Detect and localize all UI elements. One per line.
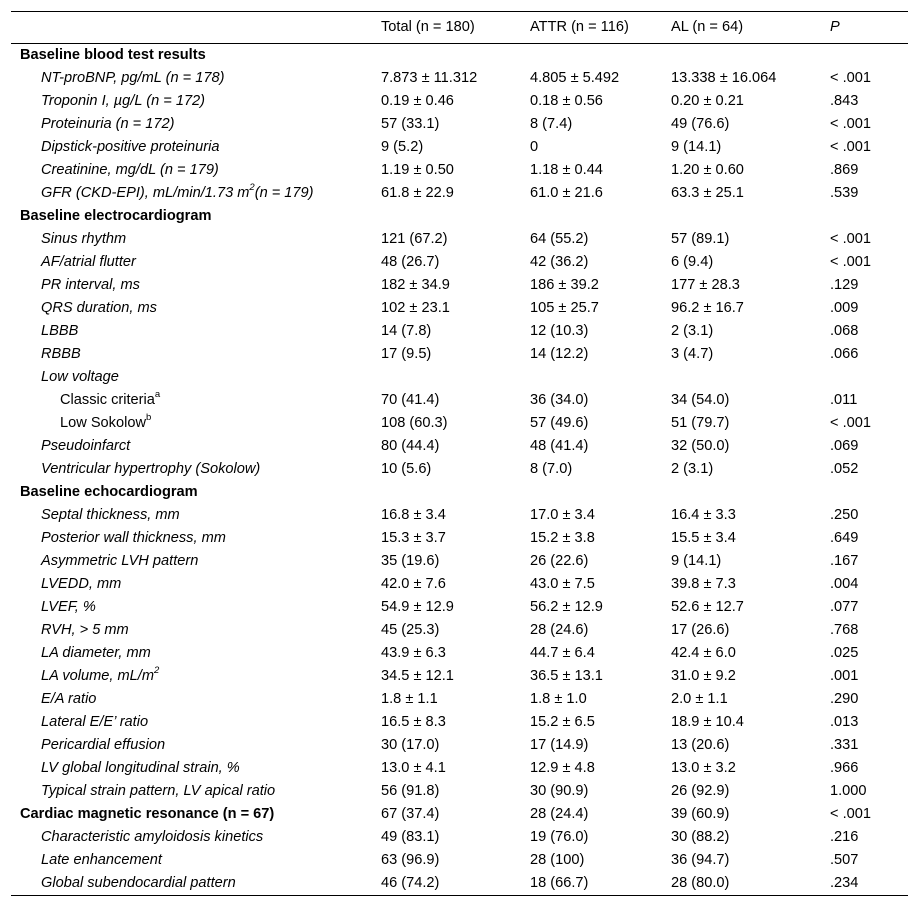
al-cell: 26 (92.9) bbox=[671, 783, 730, 799]
row-label-text: Posterior wall thickness, mm bbox=[41, 530, 226, 546]
table-row bbox=[11, 458, 908, 481]
section-row bbox=[11, 481, 908, 504]
table-row bbox=[11, 688, 908, 711]
row-label-text: Proteinuria (n = 172) bbox=[41, 116, 175, 132]
row-label bbox=[41, 182, 314, 205]
row-label bbox=[41, 113, 174, 136]
row-label bbox=[41, 458, 260, 481]
attr-cell: 28 (24.6) bbox=[530, 622, 589, 638]
total-cell: 1.19 ± 0.50 bbox=[381, 162, 454, 178]
p-cell: < .001 bbox=[830, 806, 871, 822]
p-cell: < .001 bbox=[830, 231, 871, 247]
al-cell: 13.338 ± 16.064 bbox=[671, 70, 777, 86]
footnote-marker: a bbox=[154, 389, 161, 401]
al-cell: 39 (60.9) bbox=[671, 806, 730, 822]
al-cell: 16.4 ± 3.3 bbox=[671, 507, 736, 523]
row-label bbox=[41, 67, 224, 90]
row-label-text: NT-proBNP, pg/mL (n = 178) bbox=[41, 70, 225, 86]
row-label bbox=[41, 90, 205, 113]
row-label-text: Classic criteria bbox=[60, 392, 155, 408]
p-cell: .768 bbox=[830, 622, 859, 638]
row-label bbox=[41, 619, 129, 642]
row-label-text: QRS duration, ms bbox=[41, 300, 157, 316]
table-row bbox=[11, 780, 908, 803]
total-cell: 182 ± 34.9 bbox=[381, 277, 450, 293]
p-cell: .649 bbox=[830, 530, 859, 546]
al-cell: 39.8 ± 7.3 bbox=[671, 576, 736, 592]
header-total: Total (n = 180) bbox=[381, 19, 475, 35]
p-cell: .216 bbox=[830, 829, 859, 845]
row-label-text: RBBB bbox=[41, 346, 81, 362]
row-label bbox=[20, 481, 198, 504]
attr-cell: 1.8 ± 1.0 bbox=[530, 691, 587, 707]
attr-cell: 17 (14.9) bbox=[530, 737, 589, 753]
table-row bbox=[11, 159, 908, 182]
table-row bbox=[11, 596, 908, 619]
attr-cell: 43.0 ± 7.5 bbox=[530, 576, 595, 592]
table-row bbox=[11, 734, 908, 757]
p-cell: < .001 bbox=[830, 70, 871, 86]
table-row bbox=[11, 136, 908, 159]
row-label-text: Late enhancement bbox=[41, 852, 162, 868]
al-cell: 28 (80.0) bbox=[671, 875, 730, 891]
attr-cell: 4.805 ± 5.492 bbox=[530, 70, 620, 86]
al-cell: 2 (3.1) bbox=[671, 461, 714, 477]
table-body bbox=[11, 44, 908, 895]
p-cell: .025 bbox=[830, 645, 859, 661]
row-label bbox=[41, 734, 165, 757]
al-cell: 13.0 ± 3.2 bbox=[671, 760, 736, 776]
p-cell: .507 bbox=[830, 852, 859, 868]
total-cell: 0.19 ± 0.46 bbox=[381, 93, 454, 109]
total-cell: 15.3 ± 3.7 bbox=[381, 530, 446, 546]
row-label-text: GFR (CKD-EPI), mL/min/1.73 m bbox=[41, 185, 250, 201]
total-cell: 10 (5.6) bbox=[381, 461, 432, 477]
table-row bbox=[11, 757, 908, 780]
total-cell: 1.8 ± 1.1 bbox=[381, 691, 438, 707]
total-cell: 67 (37.4) bbox=[381, 806, 440, 822]
row-label bbox=[41, 665, 159, 688]
row-label bbox=[41, 366, 119, 389]
table-header bbox=[11, 12, 908, 44]
total-cell: 16.8 ± 3.4 bbox=[381, 507, 446, 523]
table-row bbox=[11, 228, 908, 251]
attr-cell: 28 (100) bbox=[530, 852, 585, 868]
p-cell: 1.000 bbox=[830, 783, 867, 799]
total-cell: 34.5 ± 12.1 bbox=[381, 668, 454, 684]
table-row bbox=[11, 67, 908, 90]
p-cell: < .001 bbox=[830, 254, 871, 270]
section-row bbox=[11, 205, 908, 228]
total-cell: 43.9 ± 6.3 bbox=[381, 645, 446, 661]
p-cell: .869 bbox=[830, 162, 859, 178]
table-row bbox=[11, 113, 908, 136]
row-label bbox=[20, 803, 274, 826]
table-row bbox=[11, 297, 908, 320]
p-cell: .331 bbox=[830, 737, 859, 753]
al-cell: 1.20 ± 0.60 bbox=[671, 162, 744, 178]
row-label-text: Baseline electrocardiogram bbox=[20, 208, 212, 224]
attr-cell: 64 (55.2) bbox=[530, 231, 589, 247]
p-cell: .052 bbox=[830, 461, 859, 477]
row-label bbox=[41, 297, 157, 320]
total-cell: 56 (91.8) bbox=[381, 783, 440, 799]
row-label-text: Creatinine, mg/dL (n = 179) bbox=[41, 162, 219, 178]
row-label-text: Dipstick-positive proteinuria bbox=[41, 139, 220, 155]
row-label-text: Characteristic amyloidosis kinetics bbox=[41, 829, 264, 845]
total-cell: 42.0 ± 7.6 bbox=[381, 576, 446, 592]
table-row bbox=[11, 343, 908, 366]
total-cell: 30 (17.0) bbox=[381, 737, 440, 753]
p-cell: .068 bbox=[830, 323, 859, 339]
attr-cell: 19 (76.0) bbox=[530, 829, 589, 845]
attr-cell: 1.18 ± 0.44 bbox=[530, 162, 603, 178]
table-row bbox=[11, 412, 908, 435]
al-cell: 9 (14.1) bbox=[671, 553, 722, 569]
row-label-text: LVEF, % bbox=[41, 599, 96, 615]
row-label-text: AF/atrial flutter bbox=[41, 254, 136, 270]
row-label bbox=[41, 757, 240, 780]
row-label-text: Low Sokolow bbox=[60, 415, 146, 431]
table-row bbox=[11, 504, 908, 527]
table-row bbox=[11, 550, 908, 573]
total-cell: 46 (74.2) bbox=[381, 875, 440, 891]
attr-cell: 0.18 ± 0.56 bbox=[530, 93, 603, 109]
row-label bbox=[41, 596, 96, 619]
p-cell: .066 bbox=[830, 346, 859, 362]
al-cell: 49 (76.6) bbox=[671, 116, 730, 132]
total-cell: 63 (96.9) bbox=[381, 852, 440, 868]
al-cell: 32 (50.0) bbox=[671, 438, 730, 454]
p-cell: .167 bbox=[830, 553, 859, 569]
attr-cell: 18 (66.7) bbox=[530, 875, 589, 891]
attr-cell: 8 (7.0) bbox=[530, 461, 573, 477]
row-label bbox=[41, 159, 219, 182]
al-cell: 96.2 ± 16.7 bbox=[671, 300, 744, 316]
p-cell: .966 bbox=[830, 760, 859, 776]
row-label bbox=[41, 343, 81, 366]
total-cell: 14 (7.8) bbox=[381, 323, 432, 339]
attr-cell: 15.2 ± 3.8 bbox=[530, 530, 595, 546]
row-label-text: Global subendocardial pattern bbox=[41, 875, 236, 891]
header-al: AL (n = 64) bbox=[671, 19, 744, 35]
table-row bbox=[11, 642, 908, 665]
row-label-text: LVEDD, mm bbox=[41, 576, 122, 592]
p-cell: .004 bbox=[830, 576, 859, 592]
p-cell: .077 bbox=[830, 599, 859, 615]
al-cell: 15.5 ± 3.4 bbox=[671, 530, 736, 546]
table-row bbox=[11, 251, 908, 274]
table-row bbox=[11, 389, 908, 412]
row-label-text: Asymmetric LVH pattern bbox=[41, 553, 199, 569]
al-cell: 17 (26.6) bbox=[671, 622, 730, 638]
attr-cell: 8 (7.4) bbox=[530, 116, 573, 132]
row-label-text: LA volume, mL/m bbox=[41, 668, 155, 684]
header-p: P bbox=[830, 19, 840, 35]
row-label-text: Sinus rhythm bbox=[41, 231, 127, 247]
table-row bbox=[11, 435, 908, 458]
p-cell: .843 bbox=[830, 93, 859, 109]
row-label bbox=[41, 274, 140, 297]
row-label bbox=[41, 711, 148, 734]
al-cell: 18.9 ± 10.4 bbox=[671, 714, 744, 730]
row-label bbox=[41, 826, 263, 849]
attr-cell: 0 bbox=[530, 139, 539, 155]
al-cell: 31.0 ± 9.2 bbox=[671, 668, 736, 684]
attr-cell: 12.9 ± 4.8 bbox=[530, 760, 595, 776]
row-label-text: Baseline blood test results bbox=[20, 47, 206, 63]
al-cell: 9 (14.1) bbox=[671, 139, 722, 155]
row-label bbox=[41, 320, 78, 343]
total-cell: 108 (60.3) bbox=[381, 415, 448, 431]
section-row bbox=[11, 803, 908, 826]
total-cell: 35 (19.6) bbox=[381, 553, 440, 569]
row-label bbox=[41, 504, 180, 527]
al-cell: 30 (88.2) bbox=[671, 829, 730, 845]
table-row bbox=[11, 849, 908, 872]
attr-cell: 186 ± 39.2 bbox=[530, 277, 599, 293]
total-cell: 121 (67.2) bbox=[381, 231, 448, 247]
al-cell: 52.6 ± 12.7 bbox=[671, 599, 744, 615]
table-row bbox=[11, 320, 908, 343]
row-label-text: Septal thickness, mm bbox=[41, 507, 180, 523]
row-label-text: RVH, > 5 mm bbox=[41, 622, 129, 638]
al-cell: 2.0 ± 1.1 bbox=[671, 691, 728, 707]
al-cell: 51 (79.7) bbox=[671, 415, 730, 431]
header-attr: ATTR (n = 116) bbox=[530, 19, 629, 35]
attr-cell: 36 (34.0) bbox=[530, 392, 589, 408]
al-cell: 42.4 ± 6.0 bbox=[671, 645, 736, 661]
row-label-text: LV global longitudinal strain, % bbox=[41, 760, 240, 776]
table-row bbox=[11, 90, 908, 113]
table-row bbox=[11, 274, 908, 297]
table-row bbox=[11, 527, 908, 550]
attr-cell: 15.2 ± 6.5 bbox=[530, 714, 595, 730]
total-cell: 80 (44.4) bbox=[381, 438, 440, 454]
row-label bbox=[41, 228, 126, 251]
attr-cell: 12 (10.3) bbox=[530, 323, 589, 339]
row-label bbox=[20, 205, 211, 228]
section-row bbox=[11, 44, 908, 67]
total-cell: 7.873 ± 11.312 bbox=[381, 70, 478, 86]
attr-cell: 61.0 ± 21.6 bbox=[530, 185, 603, 201]
al-cell: 34 (54.0) bbox=[671, 392, 730, 408]
row-label-text: Cardiac magnetic resonance (n = 67) bbox=[20, 806, 275, 822]
total-cell: 102 ± 23.1 bbox=[381, 300, 450, 316]
row-label-text: Baseline echocardiogram bbox=[20, 484, 198, 500]
p-cell: .234 bbox=[830, 875, 859, 891]
attr-cell: 28 (24.4) bbox=[530, 806, 589, 822]
al-cell: 2 (3.1) bbox=[671, 323, 714, 339]
row-label bbox=[41, 872, 236, 895]
row-label-tail: (n = 179) bbox=[254, 185, 314, 201]
footnote-marker: b bbox=[146, 412, 152, 424]
p-cell: < .001 bbox=[830, 116, 871, 132]
attr-cell: 26 (22.6) bbox=[530, 553, 589, 569]
al-cell: 13 (20.6) bbox=[671, 737, 730, 753]
attr-cell: 44.7 ± 6.4 bbox=[530, 645, 595, 661]
total-cell: 17 (9.5) bbox=[381, 346, 432, 362]
total-cell: 54.9 ± 12.9 bbox=[381, 599, 454, 615]
total-cell: 45 (25.3) bbox=[381, 622, 440, 638]
row-label bbox=[41, 435, 130, 458]
p-cell: .250 bbox=[830, 507, 859, 523]
row-label bbox=[60, 389, 160, 412]
p-cell: .539 bbox=[830, 185, 859, 201]
al-cell: 3 (4.7) bbox=[671, 346, 714, 362]
p-cell: .069 bbox=[830, 438, 859, 454]
row-label bbox=[41, 550, 198, 573]
p-cell: .011 bbox=[830, 392, 858, 408]
p-cell: < .001 bbox=[830, 139, 871, 155]
table-row bbox=[11, 665, 908, 688]
row-label-text: Lateral E/E’ ratio bbox=[41, 714, 149, 730]
table-row bbox=[11, 182, 908, 205]
total-cell: 9 (5.2) bbox=[381, 139, 424, 155]
total-cell: 70 (41.4) bbox=[381, 392, 440, 408]
row-label-text: Ventricular hypertrophy (Sokolow) bbox=[41, 461, 261, 477]
footnote-marker: 2 bbox=[154, 665, 160, 677]
row-label bbox=[41, 527, 226, 550]
p-cell: .129 bbox=[830, 277, 859, 293]
al-cell: 177 ± 28.3 bbox=[671, 277, 740, 293]
row-label bbox=[41, 573, 121, 596]
attr-cell: 105 ± 25.7 bbox=[530, 300, 599, 316]
attr-cell: 42 (36.2) bbox=[530, 254, 589, 270]
row-label-text: LA diameter, mm bbox=[41, 645, 151, 661]
p-cell: .013 bbox=[830, 714, 859, 730]
table-row bbox=[11, 872, 908, 895]
row-label-text: Low voltage bbox=[41, 369, 119, 385]
total-cell: 13.0 ± 4.1 bbox=[381, 760, 446, 776]
row-label-text: Typical strain pattern, LV apical ratio bbox=[41, 783, 276, 799]
al-cell: 36 (94.7) bbox=[671, 852, 730, 868]
attr-cell: 30 (90.9) bbox=[530, 783, 589, 799]
total-cell: 48 (26.7) bbox=[381, 254, 440, 270]
row-label-text: Pericardial effusion bbox=[41, 737, 166, 753]
total-cell: 16.5 ± 8.3 bbox=[381, 714, 446, 730]
footnote-marker: 2 bbox=[249, 182, 255, 194]
p-cell: .290 bbox=[830, 691, 859, 707]
table-row bbox=[11, 711, 908, 734]
row-label bbox=[60, 412, 151, 435]
total-cell: 57 (33.1) bbox=[381, 116, 440, 132]
data-table bbox=[11, 11, 908, 896]
attr-cell: 48 (41.4) bbox=[530, 438, 589, 454]
row-label-text: LBBB bbox=[41, 323, 79, 339]
al-cell: 0.20 ± 0.21 bbox=[671, 93, 744, 109]
attr-cell: 17.0 ± 3.4 bbox=[530, 507, 595, 523]
attr-cell: 57 (49.6) bbox=[530, 415, 589, 431]
table-row bbox=[11, 573, 908, 596]
al-cell: 63.3 ± 25.1 bbox=[671, 185, 744, 201]
row-label bbox=[41, 688, 96, 711]
total-cell: 61.8 ± 22.9 bbox=[381, 185, 454, 201]
row-label bbox=[41, 251, 136, 274]
p-cell: < .001 bbox=[830, 415, 871, 431]
al-cell: 6 (9.4) bbox=[671, 254, 714, 270]
total-cell: 49 (83.1) bbox=[381, 829, 440, 845]
row-label-text: E/A ratio bbox=[41, 691, 97, 707]
attr-cell: 36.5 ± 13.1 bbox=[530, 668, 603, 684]
p-cell: .001 bbox=[830, 668, 859, 684]
p-cell: .009 bbox=[830, 300, 859, 316]
row-label-text: PR interval, ms bbox=[41, 277, 140, 293]
table-row bbox=[11, 826, 908, 849]
row-label bbox=[20, 44, 206, 67]
row-label-text: Pseudoinfarct bbox=[41, 438, 131, 454]
table-row bbox=[11, 619, 908, 642]
row-label bbox=[41, 780, 275, 803]
row-label-text: Troponin I, µg/L (n = 172) bbox=[41, 93, 206, 109]
row-label bbox=[41, 642, 151, 665]
attr-cell: 56.2 ± 12.9 bbox=[530, 599, 603, 615]
al-cell: 57 (89.1) bbox=[671, 231, 730, 247]
table-row bbox=[11, 366, 908, 389]
attr-cell: 14 (12.2) bbox=[530, 346, 589, 362]
row-label bbox=[41, 849, 162, 872]
row-label bbox=[41, 136, 219, 159]
